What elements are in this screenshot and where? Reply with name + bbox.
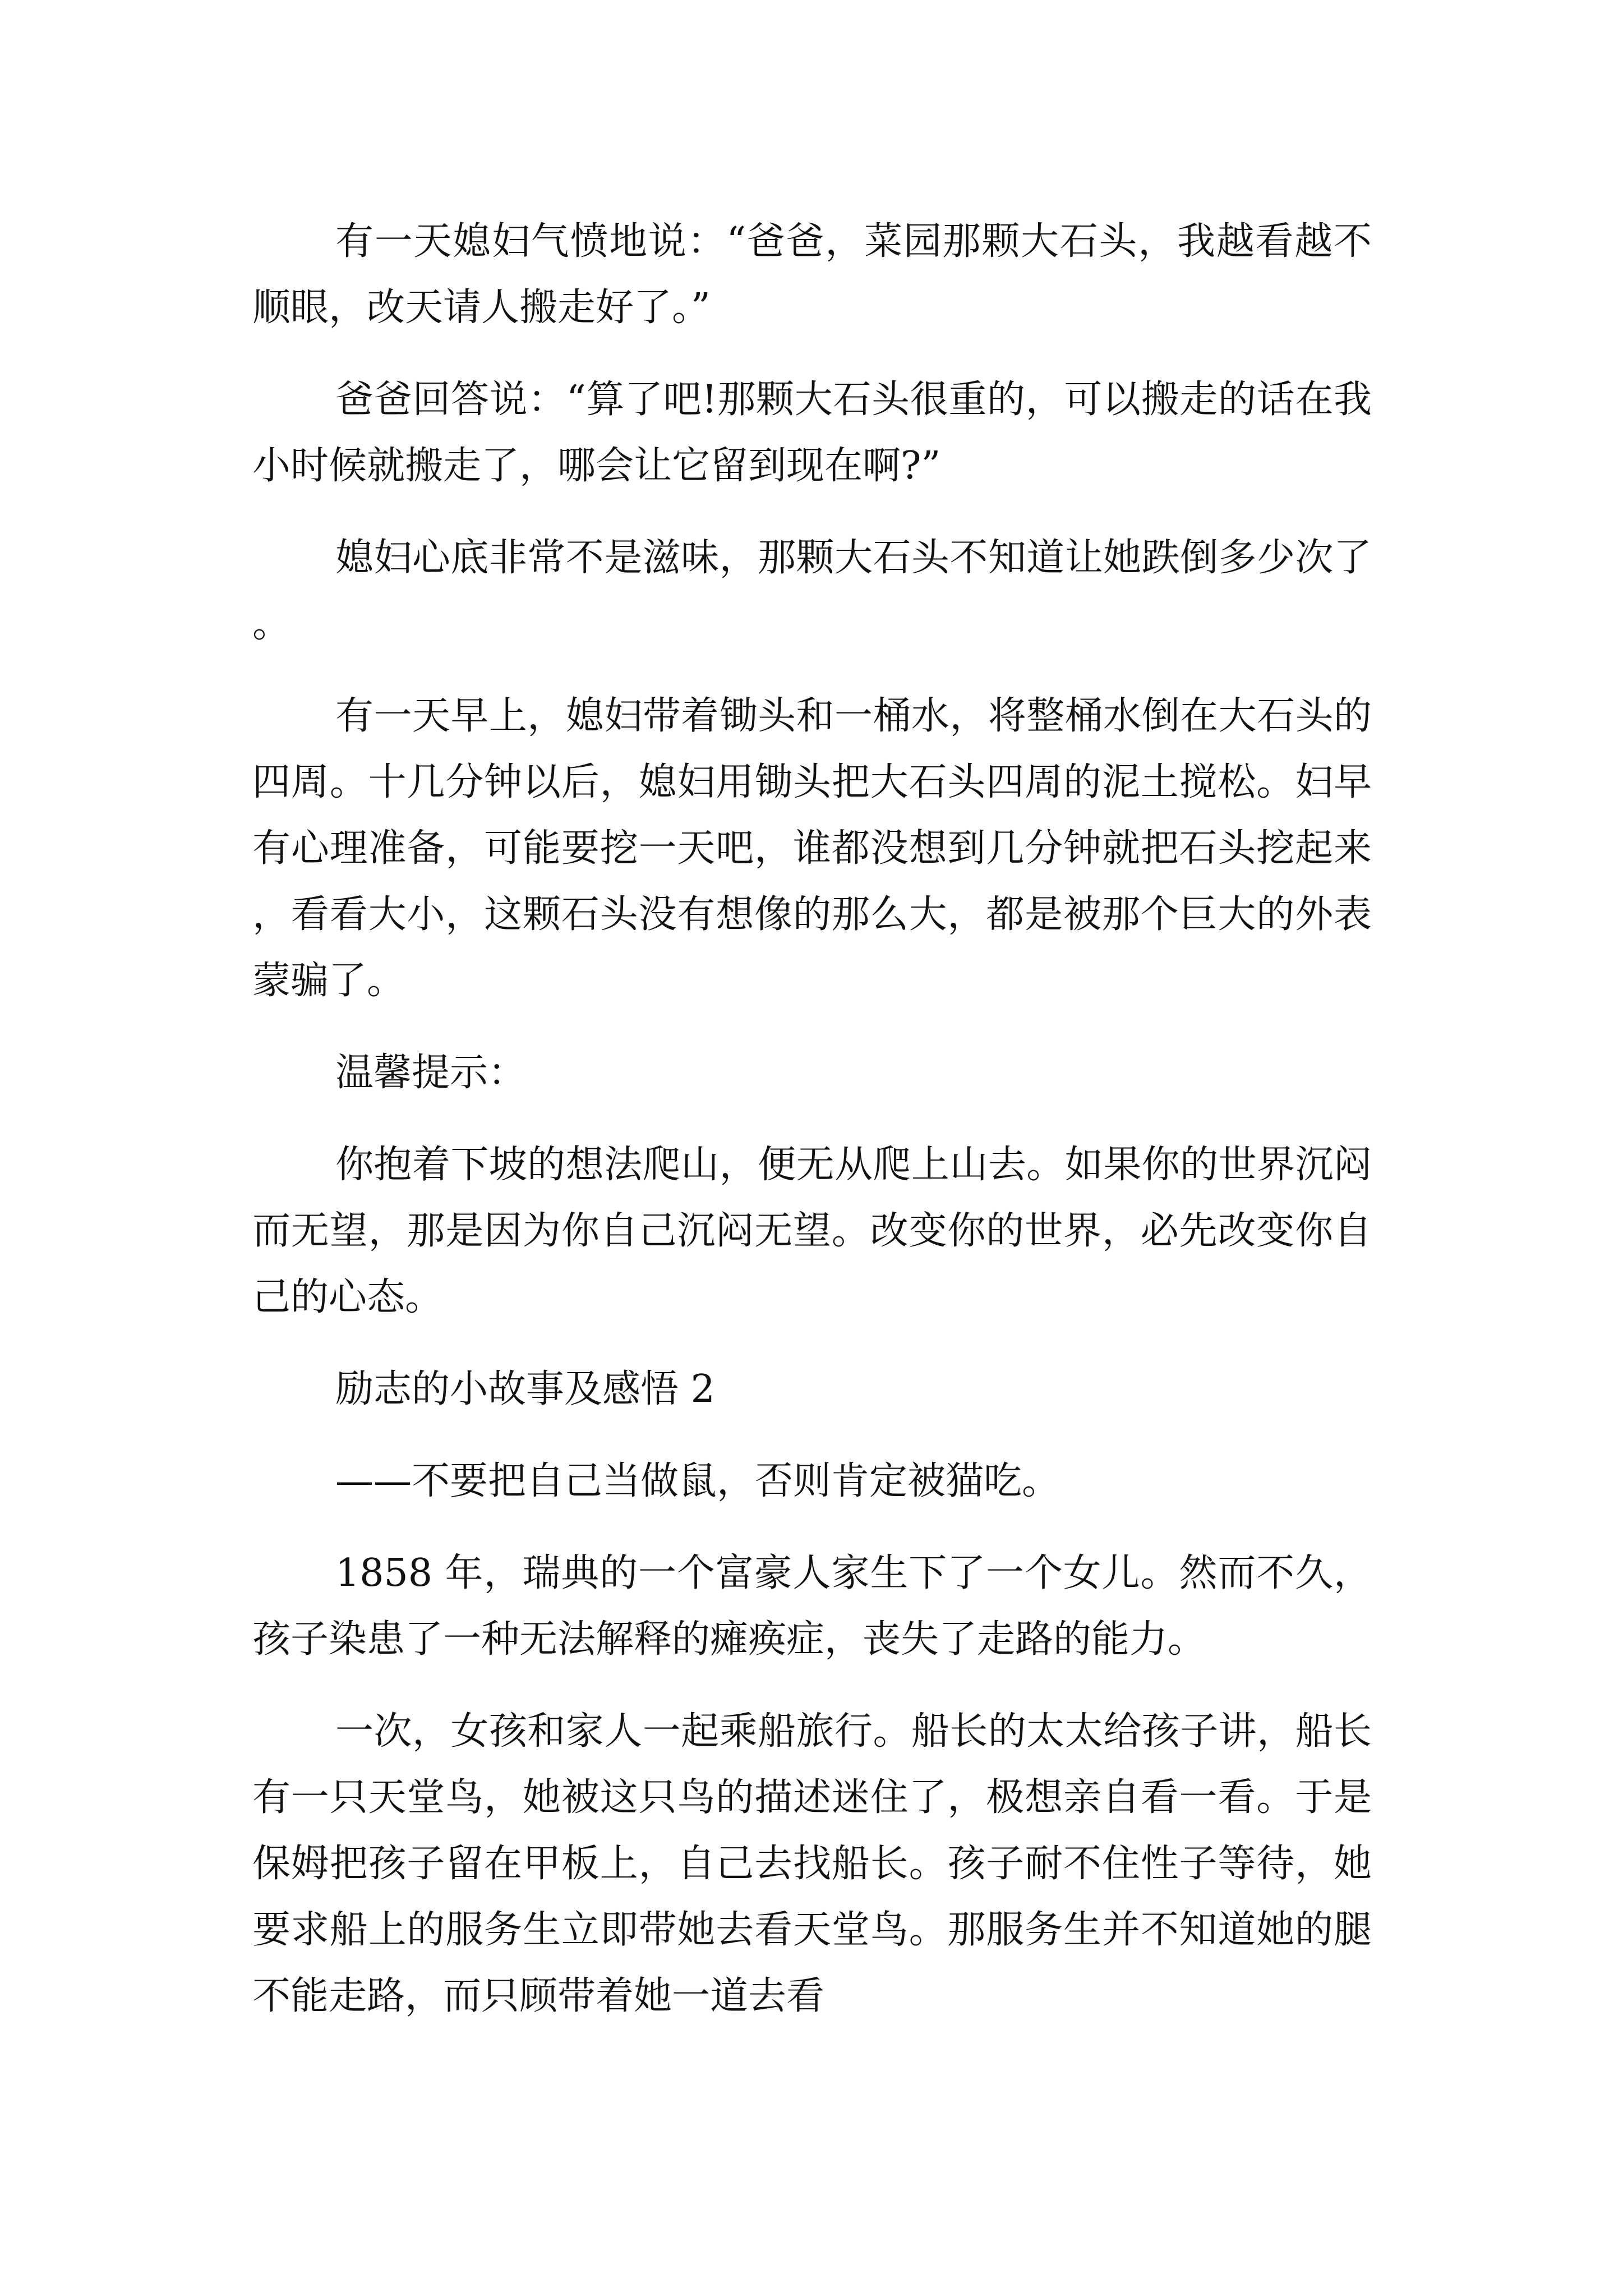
paragraph-tip-heading: 温馨提示： <box>335 1051 527 1095</box>
section-subtitle: ——不要把自己当做鼠，否则肯定被猫吃。 <box>335 1459 1061 1503</box>
paragraph-tip-body: 你抱着下坡的想法爬山，便无从爬上山去。如果你的世界沉闷而无望，那是因为你自己沉闷无望。改变你的世界，必先改变你自己的心态。 <box>252 1143 1372 1319</box>
paragraph-5: 1858 年，瑞典的一个富豪人家生下了一个女儿。然而不久，孩子染患了一种无法解释的瘫痪症，丧失了走路的能力。 <box>252 1551 1372 1662</box>
paragraph-1: 有一天媳妇气愤地说：“爸爸，菜园那颗大石头，我越看越不顺眼，改天请人搬走好了。” <box>252 219 1372 330</box>
paragraph-6: 一次，女孩和家人一起乘船旅行。船长的太太给孩子讲，船长有一只天堂鸟，她被这只鸟的描述迷住了，极想亲自看一看。于是保姆把孩子留在甲板上，自己去找船长。孩子耐不住性子等待，她要求船上的服务生立即带她去看天堂鸟。那服务生并不知道她的腿不能走路，而只顾带着她一道去看 <box>252 1709 1372 2018</box>
paragraph-2: 爸爸回答说：“算了吧!那颗大石头很重的，可以搬走的话在我小时候就搬走了，哪会让它留到现在啊?” <box>252 378 1372 488</box>
paragraph-4: 有一天早上，媳妇带着锄头和一桶水，将整桶水倒在大石头的四周。十几分钟以后，媳妇用锄头把大石头四周的泥土搅松。妇早有心理准备，可能要挖一天吧，谁都没想到几分钟就把石头挖起来，看看大小，这颗石头没有想像的那么大，都是被那个巨大的外表蒙骗了。 <box>252 694 1372 1003</box>
document-body <box>252 209 1372 2055</box>
paragraph-3: 媳妇心底非常不是滋味，那颗大石头不知道让她跌倒多少次了。 <box>252 536 1372 646</box>
section-title: 励志的小故事及感悟 2 <box>335 1367 715 1411</box>
